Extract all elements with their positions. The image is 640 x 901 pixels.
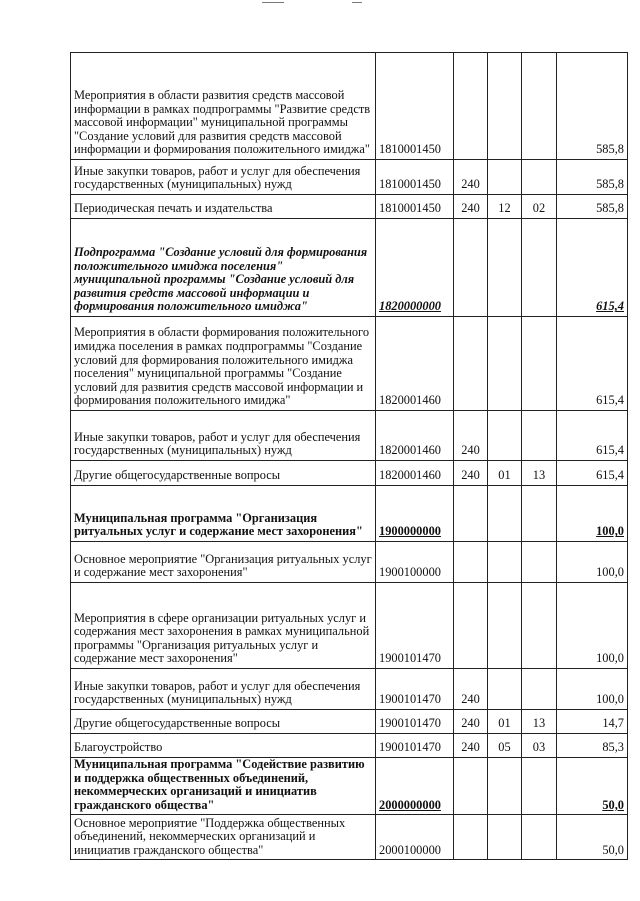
row-section <box>488 53 522 160</box>
row-target-code: 1900000000 <box>376 486 454 542</box>
scan-artifact-left <box>262 2 284 3</box>
row-name: Мероприятия в сфере организации ритуальных услуг и содержания мест захоронения в рамках муниципальной программы "Организация ритуальных услуг и содержание мест захоронения" <box>71 583 376 669</box>
row-amount: 585,8 <box>557 160 628 195</box>
row-target-code: 1900101470 <box>376 669 454 710</box>
table-row <box>71 583 628 669</box>
row-target-code: 1820001460 <box>376 411 454 461</box>
row-name: Другие общегосударственные вопросы <box>71 461 376 486</box>
row-subsection <box>522 53 557 160</box>
scan-artifact-right <box>352 2 362 3</box>
row-section <box>488 758 522 815</box>
row-name: Иные закупки товаров, работ и услуг для обеспечения государственных (муниципальных) нужд <box>71 411 376 461</box>
row-name: Иные закупки товаров, работ и услуг для обеспечения государственных (муниципальных) нужд <box>71 669 376 710</box>
row-expense-type <box>454 542 488 583</box>
table-row <box>71 53 628 160</box>
row-expense-type: 240 <box>454 461 488 486</box>
row-target-code: 1900101470 <box>376 734 454 758</box>
row-subsection <box>522 411 557 461</box>
row-subsection <box>522 486 557 542</box>
row-name: Подпрограмма "Создание условий для формирования положительного имиджа поселения" муниципальной программы "Создание условий для развития средств массовой информации и формирования положительного имиджа" <box>71 219 376 317</box>
budget-table <box>70 52 628 860</box>
row-section <box>488 583 522 669</box>
table-row <box>71 710 628 734</box>
row-target-code: 1820001460 <box>376 461 454 486</box>
row-subsection: 13 <box>522 461 557 486</box>
table-row <box>71 486 628 542</box>
row-amount: 50,0 <box>557 758 628 815</box>
row-section <box>488 411 522 461</box>
row-section <box>488 486 522 542</box>
row-expense-type: 240 <box>454 669 488 710</box>
row-section <box>488 317 522 411</box>
table-row <box>71 195 628 219</box>
row-section: 12 <box>488 195 522 219</box>
row-expense-type <box>454 486 488 542</box>
row-name: Муниципальная программа "Содействие развитию и поддержка общественных объединений, некоммерческих организаций и инициатив гражданского общества" <box>71 758 376 815</box>
table-row <box>71 734 628 758</box>
row-target-code: 1900101470 <box>376 710 454 734</box>
row-expense-type: 240 <box>454 411 488 461</box>
row-section <box>488 669 522 710</box>
row-expense-type <box>454 317 488 411</box>
row-expense-type: 240 <box>454 195 488 219</box>
row-section: 01 <box>488 461 522 486</box>
row-subsection: 02 <box>522 195 557 219</box>
row-name: Периодическая печать и издательства <box>71 195 376 219</box>
row-subsection <box>522 219 557 317</box>
row-name: Другие общегосударственные вопросы <box>71 710 376 734</box>
row-subsection <box>522 815 557 860</box>
row-subsection <box>522 583 557 669</box>
row-target-code: 1900100000 <box>376 542 454 583</box>
row-expense-type: 240 <box>454 710 488 734</box>
table-row <box>71 758 628 815</box>
row-expense-type: 240 <box>454 734 488 758</box>
row-section: 01 <box>488 710 522 734</box>
budget-table-body <box>71 53 628 860</box>
row-subsection <box>522 758 557 815</box>
row-name: Мероприятия в области формирования положительного имиджа поселения в рамках подпрограммы "Создание условий для формирования положительного имиджа поселения" муниципальной программы "Создание условий для развития средств массовой информации и формирования положительного имиджа" <box>71 317 376 411</box>
row-name: Основное мероприятие "Поддержка общественных объединений, некоммерческих организаций и инициатив гражданского общества" <box>71 815 376 860</box>
row-section <box>488 542 522 583</box>
row-amount: 585,8 <box>557 195 628 219</box>
row-section <box>488 815 522 860</box>
row-name: Мероприятия в области развития средств массовой информации в рамках подпрограммы "Развитие средств массовой информации" муниципальной программы "Создание условий для развития средств массовой информации и формирования положительного имиджа" <box>71 53 376 160</box>
row-target-code: 1900101470 <box>376 583 454 669</box>
row-target-code: 2000000000 <box>376 758 454 815</box>
row-target-code: 1820000000 <box>376 219 454 317</box>
row-amount: 50,0 <box>557 815 628 860</box>
table-row <box>71 160 628 195</box>
row-name: Иные закупки товаров, работ и услуг для обеспечения государственных (муниципальных) нужд <box>71 160 376 195</box>
row-target-code: 1810001450 <box>376 195 454 219</box>
row-amount: 14,7 <box>557 710 628 734</box>
table-row <box>71 411 628 461</box>
row-name: Муниципальная программа "Организация ритуальных услуг и содержание мест захоронения" <box>71 486 376 542</box>
row-name: Благоустройство <box>71 734 376 758</box>
row-subsection <box>522 669 557 710</box>
row-name: Основное мероприятие "Организация ритуальных услуг и содержание мест захоронения" <box>71 542 376 583</box>
row-section <box>488 160 522 195</box>
row-section: 05 <box>488 734 522 758</box>
row-expense-type <box>454 583 488 669</box>
row-amount: 615,4 <box>557 317 628 411</box>
row-amount: 100,0 <box>557 583 628 669</box>
row-target-code: 2000100000 <box>376 815 454 860</box>
table-row <box>71 461 628 486</box>
row-amount: 615,4 <box>557 411 628 461</box>
table-row <box>71 669 628 710</box>
row-expense-type <box>454 758 488 815</box>
table-row <box>71 815 628 860</box>
row-amount: 615,4 <box>557 461 628 486</box>
row-target-code: 1810001450 <box>376 53 454 160</box>
row-amount: 615,4 <box>557 219 628 317</box>
row-target-code: 1820001460 <box>376 317 454 411</box>
row-subsection: 03 <box>522 734 557 758</box>
row-subsection <box>522 542 557 583</box>
table-row <box>71 542 628 583</box>
row-amount: 85,3 <box>557 734 628 758</box>
row-subsection <box>522 317 557 411</box>
row-subsection <box>522 160 557 195</box>
row-amount: 100,0 <box>557 669 628 710</box>
table-row <box>71 317 628 411</box>
row-expense-type <box>454 815 488 860</box>
table-row <box>71 219 628 317</box>
row-amount: 100,0 <box>557 542 628 583</box>
row-amount: 100,0 <box>557 486 628 542</box>
row-expense-type <box>454 219 488 317</box>
row-expense-type <box>454 53 488 160</box>
row-amount: 585,8 <box>557 53 628 160</box>
row-expense-type: 240 <box>454 160 488 195</box>
row-subsection: 13 <box>522 710 557 734</box>
row-section <box>488 219 522 317</box>
row-target-code: 1810001450 <box>376 160 454 195</box>
